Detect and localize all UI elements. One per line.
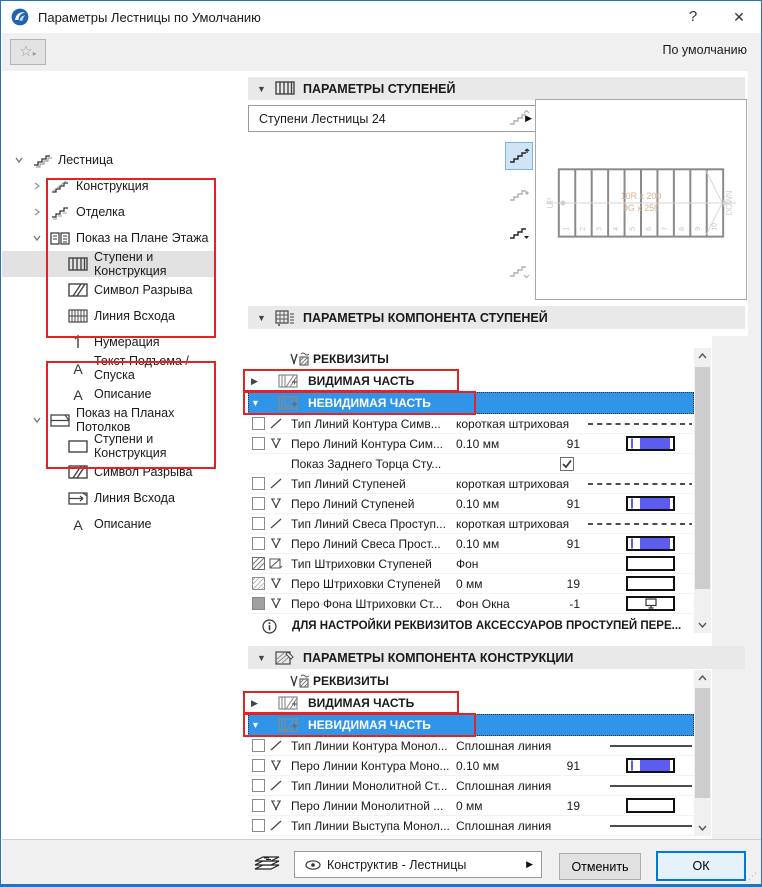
- eye-icon: [305, 860, 321, 870]
- line-preview: [588, 474, 692, 493]
- empty-swatch[interactable]: [626, 554, 676, 573]
- tree-item-отделка[interactable]: [2, 199, 216, 225]
- settings-tree: [2, 71, 216, 839]
- tree-item-label: Символ Разрыва: [94, 283, 193, 297]
- parameter-label: Перо Штриховки Ступеней: [291, 576, 441, 591]
- chevron-down-icon[interactable]: [30, 413, 44, 427]
- window-background-swatch[interactable]: [626, 594, 676, 613]
- expander-down-icon[interactable]: ▼: [251, 398, 260, 408]
- tread-type-dropdown[interactable]: [248, 105, 541, 132]
- scroll-up-icon[interactable]: [694, 670, 711, 686]
- checkbox-icon[interactable]: [252, 494, 265, 513]
- tree-item-описание[interactable]: [2, 381, 216, 407]
- app-logo-icon: [11, 8, 29, 26]
- group-label: НЕВИДИМАЯ ЧАСТЬ: [308, 718, 431, 732]
- tree-item-ступени-и-конструкция[interactable]: [2, 433, 216, 459]
- section-header-tread-settings[interactable]: [248, 77, 745, 100]
- pen-color-swatch[interactable]: [626, 534, 676, 553]
- letter-a-icon: [68, 516, 88, 532]
- svg-text:5: 5: [629, 226, 637, 231]
- dropdown-arrow-icon: ▶: [526, 859, 533, 869]
- parameter-label: Тип Штриховки Ступеней: [291, 556, 432, 571]
- tree-item-label: Описание: [94, 387, 152, 401]
- scrollbar-thumb[interactable]: [695, 688, 710, 798]
- parameter-label: Перо Линий Контура Сим...: [291, 436, 444, 451]
- numbering-icon: [68, 334, 88, 350]
- section-header-tread-component[interactable]: [248, 306, 745, 329]
- fill-type-icon: [269, 554, 285, 573]
- tree-item-label: Линия Всхода: [94, 309, 175, 323]
- scrollbar[interactable]: [694, 348, 711, 633]
- pen-color-swatch[interactable]: [626, 756, 676, 775]
- collapse-triangle-icon[interactable]: ▼: [257, 652, 266, 663]
- checkbox-icon[interactable]: [252, 736, 265, 755]
- tread-component-list: [248, 348, 694, 638]
- pen-number: 19: [566, 798, 580, 813]
- tree-item-текст-подъема-спуска[interactable]: [2, 355, 216, 381]
- parameter-row[interactable]: [248, 736, 694, 756]
- section-title: ПАРАМЕТРЫ КОМПОНЕНТА КОНСТРУКЦИИ: [303, 650, 574, 665]
- favorites-button[interactable]: ☆▸: [10, 39, 46, 65]
- parameter-row[interactable]: [248, 454, 694, 474]
- parameter-row[interactable]: [248, 534, 694, 554]
- parameter-value[interactable]: Сплошная линия: [456, 738, 552, 753]
- tree-item-линия-всхода[interactable]: [2, 485, 216, 511]
- tree-item-label: Лестница: [58, 153, 114, 167]
- tree-item-label: Описание: [94, 517, 152, 531]
- parameter-label: Тип Линий Контура Симв...: [291, 416, 441, 431]
- svg-text:4: 4: [613, 226, 621, 231]
- tree-item-описание[interactable]: [2, 511, 216, 537]
- layer-value: Конструктив - Лестницы: [327, 857, 467, 872]
- tree-item-label: Линия Всхода: [94, 491, 175, 505]
- parameter-value[interactable]: Фон Окна: [456, 596, 510, 611]
- empty-swatch[interactable]: [626, 574, 676, 593]
- tree-item-нумерация[interactable]: [2, 329, 216, 355]
- pen-number: 91: [566, 536, 580, 551]
- attributes-icon: [289, 670, 311, 692]
- tree-item-label: Символ Разрыва: [94, 465, 193, 479]
- line-type-icon: [269, 816, 285, 835]
- line-type-icon: [269, 414, 285, 433]
- attributes-icon: [289, 348, 311, 370]
- scrollbar[interactable]: [694, 670, 711, 836]
- parameter-value[interactable]: короткая штриховая: [456, 476, 570, 491]
- fill-sq-light-icon: [252, 574, 265, 593]
- section-title: ПАРАМЕТРЫ КОМПОНЕНТА СТУПЕНЕЙ: [303, 310, 548, 325]
- pen-color-swatch[interactable]: [626, 494, 676, 513]
- pen-icon: [269, 574, 285, 593]
- pen-icon: [269, 494, 285, 513]
- tree-item-символ-разрыва[interactable]: [2, 459, 216, 485]
- parameter-row[interactable]: [248, 554, 694, 574]
- checkbox-icon[interactable]: [252, 796, 265, 815]
- pen-icon: [269, 796, 285, 815]
- line-type-icon: [269, 736, 285, 755]
- parameter-label: Показ Заднего Торца Сту...: [291, 456, 442, 471]
- stair-ghost-down-button[interactable]: [505, 256, 533, 284]
- tread-type-value: Ступени Лестницы 24: [259, 111, 386, 126]
- section-header-structure-component[interactable]: [248, 646, 745, 669]
- expander-right-icon[interactable]: ▶: [251, 697, 258, 708]
- svg-text:3: 3: [596, 226, 604, 231]
- tree-item-label: Показ на Планах Потолков: [76, 406, 175, 434]
- stair-plan-preview: [535, 99, 747, 300]
- stair-solid-up-button[interactable]: [505, 142, 533, 170]
- tread-component-icon: [275, 310, 295, 325]
- entry-grid-rect-icon: [68, 308, 88, 324]
- parameter-row[interactable]: [248, 414, 694, 434]
- svg-text:DOWN: DOWN: [725, 190, 735, 216]
- svg-text:1: 1: [563, 226, 571, 231]
- cancel-button[interactable]: Отменить: [559, 853, 641, 880]
- parameter-row[interactable]: [248, 756, 694, 776]
- line-preview: [588, 414, 692, 433]
- favorites-arrow-icon: ▸: [32, 49, 37, 58]
- svg-text:A: A: [73, 516, 83, 532]
- stair-finish-icon: [50, 204, 70, 220]
- line-type-icon: [269, 514, 285, 533]
- pen-number: 91: [566, 436, 580, 451]
- parameter-label: Перо Линий Ступеней: [291, 496, 415, 511]
- parameter-value[interactable]: короткая штриховая: [456, 416, 570, 431]
- parameter-row[interactable]: [248, 816, 694, 836]
- parameter-label: Тип Линии Выступа Монол...: [291, 818, 450, 833]
- parameter-row[interactable]: [248, 594, 694, 614]
- info-circle-icon: [262, 614, 278, 638]
- line-preview: [588, 816, 692, 835]
- checkbox-icon[interactable]: [252, 414, 265, 433]
- tree-item-label: Нумерация: [94, 335, 160, 349]
- list-group-hidden-part[interactable]: [248, 392, 694, 414]
- line-type-icon: [269, 474, 285, 493]
- line-preview: [588, 736, 692, 755]
- chevron-down-icon[interactable]: [30, 231, 44, 245]
- scrollbar-thumb[interactable]: [695, 367, 710, 589]
- ok-button[interactable]: ОК: [656, 851, 746, 881]
- structure-component-icon: [275, 650, 295, 665]
- close-button[interactable]: ✕: [733, 9, 745, 25]
- parameter-row[interactable]: [248, 514, 694, 534]
- checkbox-icon[interactable]: [252, 514, 265, 533]
- parameter-label: Тип Линий Ступеней: [291, 476, 406, 491]
- footer-bar: [2, 839, 761, 886]
- stair-structure-icon: [50, 178, 70, 194]
- svg-text:9G x 250: 9G x 250: [622, 202, 660, 213]
- pen-number: -1: [569, 596, 580, 611]
- favorites-toolbar: [2, 33, 761, 71]
- parameter-value[interactable]: 0.10 мм: [456, 436, 500, 451]
- help-button[interactable]: ?: [688, 8, 698, 25]
- svg-text:UP: UP: [545, 197, 555, 209]
- list-group-visible-part[interactable]: [248, 370, 694, 392]
- break-rect-icon: [68, 464, 88, 480]
- pen-icon: [269, 594, 285, 613]
- svg-text:A: A: [73, 360, 83, 376]
- pen-number: 19: [566, 576, 580, 591]
- pen-color-swatch[interactable]: [626, 434, 676, 453]
- layers-icon: [251, 849, 283, 875]
- parameter-label: Перо Фона Штриховки Ст...: [291, 596, 443, 611]
- group-label: ВИДИМАЯ ЧАСТЬ: [308, 696, 415, 710]
- tree-item-лестница[interactable]: [2, 147, 216, 173]
- pen-icon: [269, 756, 285, 775]
- tread-settings-icon: [275, 81, 295, 96]
- chevron-right-icon[interactable]: [30, 179, 44, 193]
- list-group-hidden-part[interactable]: [248, 714, 694, 736]
- entry-arrow-rect-icon: [68, 490, 88, 506]
- pen-number: 91: [566, 496, 580, 511]
- tree-item-label: Конструкция: [76, 179, 149, 193]
- parameter-value[interactable]: короткая штриховая: [456, 516, 570, 531]
- svg-text:10R x 200: 10R x 200: [620, 191, 662, 202]
- info-label: ДЛЯ НАСТРОЙКИ РЕКВИЗИТОВ АКСЕССУАРОВ ПРОСТУПЕЙ ПЕРЕ...: [292, 620, 682, 632]
- tree-item-label: Отделка: [76, 205, 125, 219]
- list-group-attributes[interactable]: [248, 670, 694, 692]
- svg-text:2: 2: [580, 226, 588, 231]
- svg-text:10: 10: [711, 222, 719, 231]
- parameter-value[interactable]: 0 мм: [456, 576, 483, 591]
- ceiling-plan-icon: [50, 412, 70, 428]
- letter-a-icon: [68, 360, 88, 376]
- parameter-row[interactable]: [248, 434, 694, 454]
- parameter-label: Тип Линии Монолитной Ст...: [291, 778, 448, 793]
- resize-grip[interactable]: ⋰: [748, 871, 758, 881]
- background-filler: [748, 71, 761, 839]
- parameter-value[interactable]: 0.10 мм: [456, 758, 500, 773]
- pen-icon: [269, 434, 285, 453]
- parameter-value[interactable]: 0.10 мм: [456, 536, 500, 551]
- tree-item-символ-разрыва[interactable]: [2, 277, 216, 303]
- group-label: РЕКВИЗИТЫ: [313, 674, 389, 688]
- tree-item-label: Ступени и Конструкция: [94, 250, 167, 278]
- svg-text:6: 6: [645, 226, 653, 231]
- parameter-row[interactable]: [248, 574, 694, 594]
- checkbox-icon[interactable]: [252, 756, 265, 775]
- parameter-row[interactable]: [248, 796, 694, 816]
- stair-ghost-up-button[interactable]: [505, 104, 533, 132]
- empty-swatch[interactable]: [626, 796, 676, 815]
- svg-text:8: 8: [678, 226, 686, 231]
- tree-item-ступени-и-конструкция[interactable]: [2, 251, 216, 277]
- section-title: ПАРАМЕТРЫ СТУПЕНЕЙ: [303, 81, 456, 96]
- floor-plan-icon: [50, 230, 70, 246]
- tree-item-показ-на-плане-этажа[interactable]: [2, 225, 216, 251]
- checkbox-checked[interactable]: [560, 454, 576, 473]
- group-label: РЕКВИЗИТЫ: [313, 352, 389, 366]
- checkbox-icon[interactable]: [252, 434, 265, 453]
- pen-icon: [269, 534, 285, 553]
- parameter-label: Перо Линии Монолитной ...: [291, 798, 444, 813]
- bg-sq-icon: [252, 594, 265, 613]
- parameter-row[interactable]: [248, 776, 694, 796]
- parameter-label: Перо Линии Контура Моно...: [291, 758, 450, 773]
- chevron-right-icon[interactable]: [30, 205, 44, 219]
- chevron-down-icon[interactable]: [12, 153, 26, 167]
- dropdown-arrow-icon: ▶: [525, 113, 532, 123]
- empty-rect-icon: [68, 438, 88, 454]
- parameter-label: Тип Линий Свеса Проступ...: [291, 516, 446, 531]
- checkbox-icon[interactable]: [252, 534, 265, 553]
- checkbox-icon[interactable]: [252, 474, 265, 493]
- background-filler: [712, 336, 748, 839]
- layer-dropdown[interactable]: [294, 851, 542, 878]
- stair-solid-down-button[interactable]: [505, 218, 533, 246]
- checkbox-icon[interactable]: [252, 776, 265, 795]
- parameter-row[interactable]: [248, 494, 694, 514]
- parameter-label: Перо Линий Свеса Прост...: [291, 536, 441, 551]
- parameter-value[interactable]: Сплошная линия: [456, 818, 552, 833]
- scroll-down-icon[interactable]: [694, 617, 711, 633]
- tree-item-конструкция[interactable]: [2, 173, 216, 199]
- part-icon: [278, 392, 300, 414]
- parameter-value[interactable]: 0 мм: [456, 798, 483, 813]
- line-type-icon: [269, 776, 285, 795]
- tree-item-показ-на-планах-потолков[interactable]: [2, 407, 216, 433]
- window-title: Параметры Лестницы по Умолчанию: [38, 9, 261, 25]
- checkbox-icon[interactable]: [252, 816, 265, 835]
- scroll-down-icon[interactable]: [694, 820, 711, 836]
- scroll-up-icon[interactable]: [694, 348, 711, 364]
- expander-down-icon[interactable]: ▼: [251, 720, 260, 730]
- parameter-value[interactable]: 0.10 мм: [456, 496, 500, 511]
- list-group-attributes[interactable]: [248, 348, 694, 370]
- expander-right-icon[interactable]: ▶: [251, 375, 258, 386]
- fill-sq-icon: [252, 554, 265, 573]
- parameter-value[interactable]: Фон: [456, 556, 479, 571]
- part-icon: [278, 714, 300, 736]
- parameter-row[interactable]: [248, 474, 694, 494]
- break-rect-icon: [68, 282, 88, 298]
- stair-3d-icon: [32, 152, 52, 168]
- parameter-value[interactable]: Сплошная линия: [456, 778, 552, 793]
- list-info-row: [248, 614, 694, 638]
- pen-number: 91: [566, 758, 580, 773]
- part-icon: [278, 370, 300, 392]
- collapse-triangle-icon[interactable]: ▼: [257, 83, 266, 94]
- stair-line-dot-button[interactable]: [505, 180, 533, 208]
- tree-item-label: Ступени и Конструкция: [94, 432, 167, 460]
- structure-component-list: [248, 670, 694, 836]
- letter-a-icon: [68, 386, 88, 402]
- line-preview: [588, 514, 692, 533]
- list-group-visible-part[interactable]: [248, 692, 694, 714]
- parameter-label: Тип Линии Контура Монол...: [291, 738, 448, 753]
- default-state-label: По умолчанию: [662, 43, 747, 57]
- group-label: НЕВИДИМАЯ ЧАСТЬ: [308, 396, 431, 410]
- tree-item-линия-всхода[interactable]: [2, 303, 216, 329]
- treads-rect-icon: [68, 256, 88, 272]
- svg-text:A: A: [73, 386, 83, 402]
- tree-item-label: Показ на Плане Этажа: [76, 231, 209, 245]
- svg-text:9: 9: [695, 226, 703, 231]
- part-icon: [278, 692, 300, 714]
- svg-text:7: 7: [662, 226, 670, 231]
- title-bar: [1, 1, 761, 33]
- collapse-triangle-icon[interactable]: ▼: [257, 312, 266, 323]
- group-label: ВИДИМАЯ ЧАСТЬ: [308, 374, 415, 388]
- tree-item-label: Текст Подъема / Спуска: [94, 354, 189, 382]
- line-preview: [588, 776, 692, 795]
